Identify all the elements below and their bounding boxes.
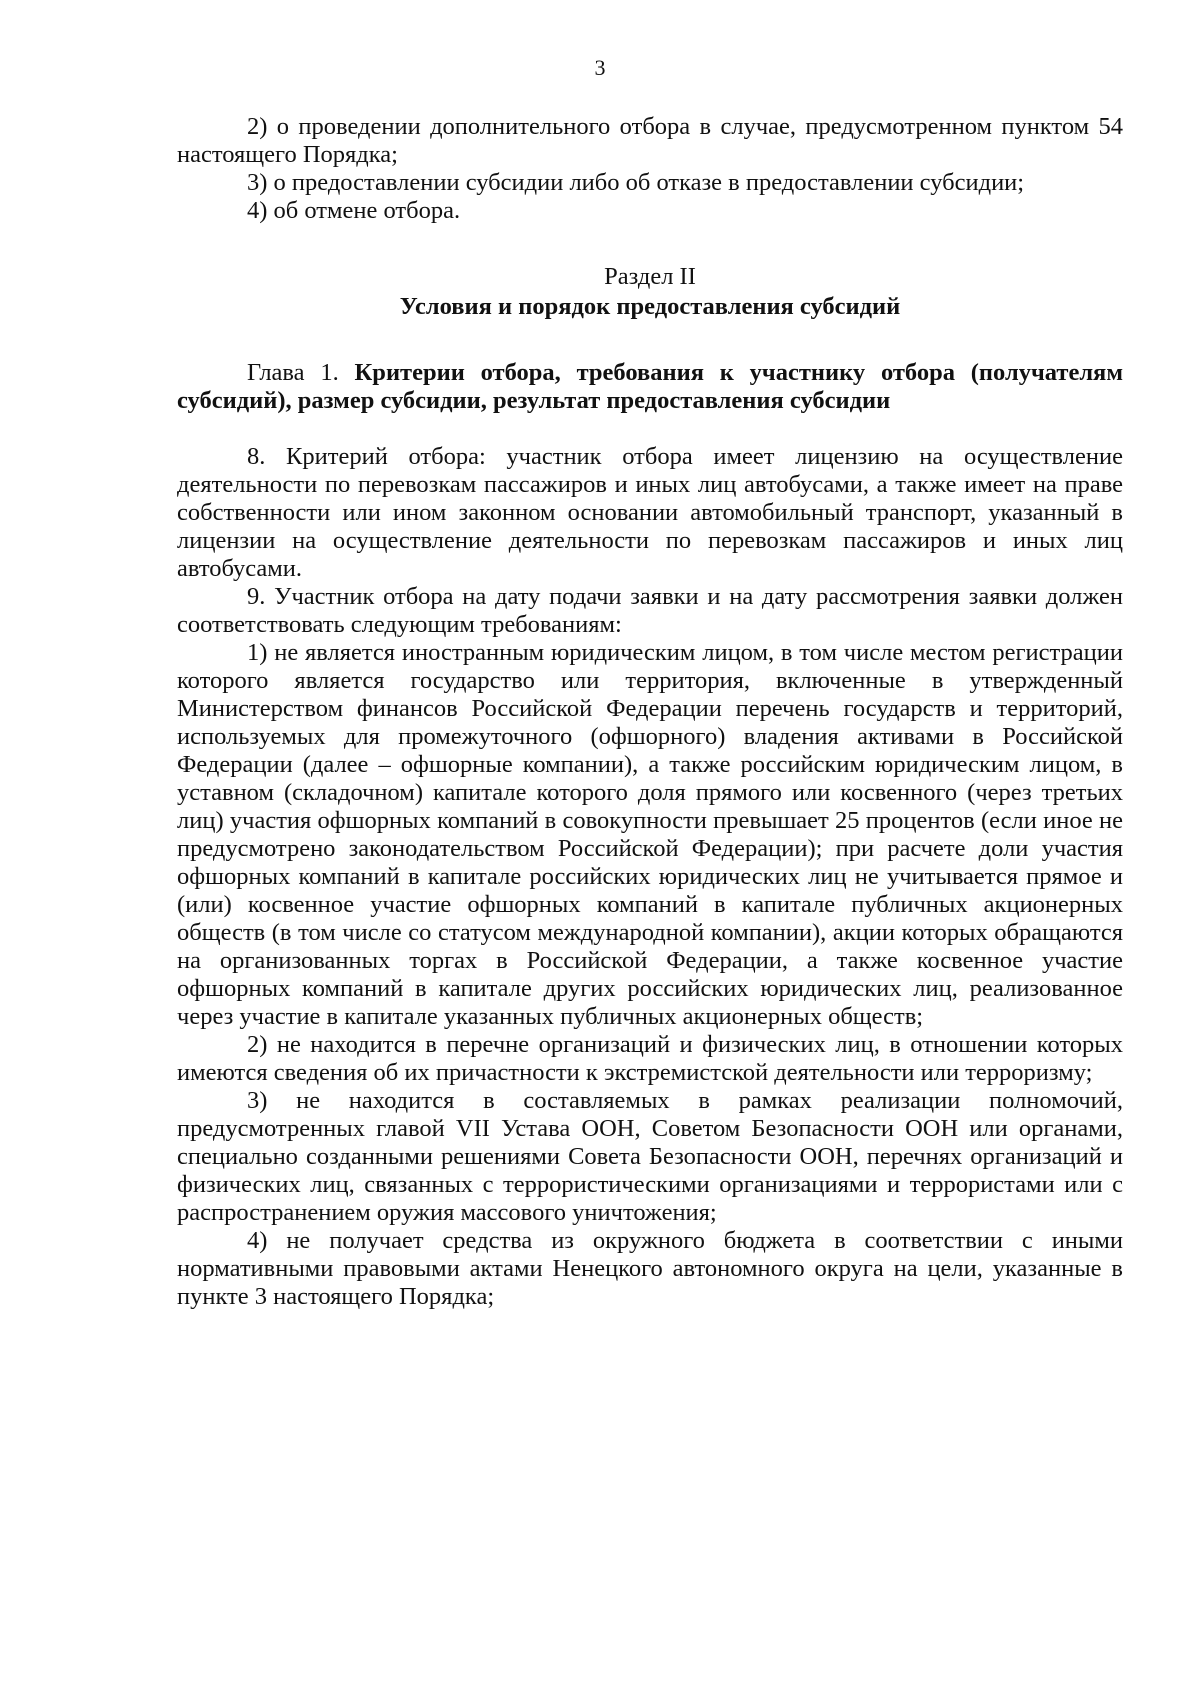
paragraph: 8. Критерий отбора: участник отбора имеет лицензию на осуществление деятельности по перевозкам пассажиров и иных лиц автобусами, а также имеет на праве собственности или ином законном основании автомобильный транспорт, указанный в лицензии на осуществление деятельности по перевозкам пассажиров и иных лиц автобусами.: [177, 443, 1123, 582]
list-item: 3) не находится в составляемых в рамках реализации полномочий, предусмотренных главой VII Устава ООН, Советом Безопасности ООН или органами, специально созданными решениями Совета Безопасности ООН, перечнях организаций и физических лиц, связанных с террористическими организациями и террористами или с распространением оружия массового уничтожения;: [177, 1087, 1123, 1226]
chapter-heading: [177, 359, 1123, 415]
list-item: 1) не является иностранным юридическим лицом, в том числе местом регистрации которого является государство или территория, включенные в утвержденный Министерством финансов Российской Федерации перечень государств и территорий, используемых для промежуточного (офшорного) владения активами в Российской Федерации (далее – офшорные компании), а также российским юридическим лицом, в уставном (складочном) капитале которого доля прямого или косвенного (через третьих лиц) участия офшорных компаний в совокупности превышает 25 процентов (если иное не предусмотрено законодательством Российской Федерации); при расчете доли участия офшорных компаний в капитале российских юридических лиц не учитывается прямое и (или) косвенное участие офшорных компаний в капитале публичных акционерных обществ (в том числе со статусом международной компании), акции которых обращаются на организованных торгах в Российской Федерации, а также косвенное участие офшорных компаний в капитале других российских юридических лиц, реализованное через участие в капитале указанных публичных акционерных обществ;: [177, 639, 1123, 1030]
section-title: Условия и порядок предоставления субсидий: [399, 293, 901, 320]
section-label: Раздел II: [604, 263, 696, 290]
list-item: 3) о предоставлении субсидии либо об отказе в предоставлении субсидии;: [247, 169, 1025, 196]
list-item: 2) о проведении дополнительного отбора в случае, предусмотренном пунктом 54 настоящего Порядка;: [177, 113, 1123, 168]
chapter-prefix: Глава 1.: [247, 359, 339, 386]
document-body: [177, 113, 1123, 1311]
list-item: 4) об отмене отбора.: [247, 197, 461, 224]
chapter-title: Критерии отбора, требования к участнику отбора (получателям субсидий), размер субсидии, результат предоставления субсидии: [177, 359, 1124, 414]
page-number: 3: [594, 55, 606, 80]
list-item: 4) не получает средства из окружного бюджета в соответствии с иными нормативными правовыми актами Ненецкого автономного округа на цели, указанные в пункте 3 настоящего Порядка;: [177, 1227, 1123, 1310]
list-item: 2) не находится в перечне организаций и физических лиц, в отношении которых имеются сведения об их причастности к экстремистской деятельности или терроризму;: [177, 1031, 1123, 1086]
paragraph: 9. Участник отбора на дату подачи заявки и на дату рассмотрения заявки должен соответствовать следующим требованиям:: [177, 583, 1123, 638]
